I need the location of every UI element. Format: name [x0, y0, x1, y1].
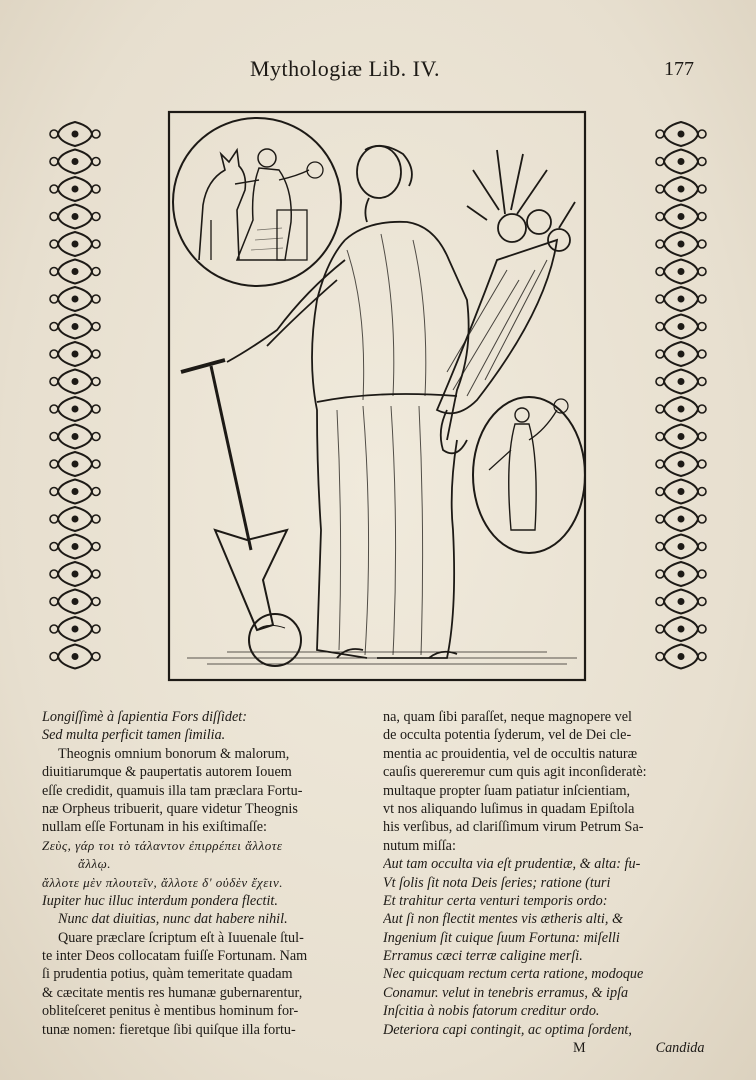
- text-line: nutum miſſa:: [383, 837, 456, 854]
- ornament-curl: [50, 543, 58, 551]
- ornament-curl: [656, 130, 664, 138]
- ornament-dot: [678, 323, 685, 330]
- ornament-dot: [72, 213, 79, 220]
- ornament-curl: [656, 543, 664, 551]
- text-line: multaque propter ſuam patiatur inſcientiam,: [383, 782, 631, 799]
- ornament-curl: [92, 515, 100, 523]
- text-line: vt nos aliquando luſimus in quadam Epiſtola: [383, 800, 635, 817]
- ornament-curl: [50, 625, 58, 633]
- ornament-curl: [50, 268, 58, 276]
- text-line: Longiſſimè à ſapientia Fors diſſidet:: [42, 709, 247, 725]
- ornament-dot: [72, 433, 79, 440]
- signature-mark: M: [573, 1040, 586, 1057]
- ornament-dot: [72, 626, 79, 633]
- text-line: ſi prudentia potius, quàm temeritate quadam: [42, 966, 293, 983]
- ornament-dot: [72, 488, 79, 495]
- ornament-curl: [92, 295, 100, 303]
- ornament-dot: [678, 406, 685, 413]
- text-line: Vt ſolis ſit nota Deis ſeries; ratione (turi: [383, 874, 611, 891]
- ornament-curl: [698, 158, 706, 166]
- text-line: his verſibus, ad clariſſimum virum Petrum Sa-: [383, 819, 644, 836]
- ornament-curl: [92, 158, 100, 166]
- ornament-curl: [50, 240, 58, 248]
- text-line: Deteriora capi contingit, ac optima ſordent,: [383, 1021, 632, 1038]
- ornament-curl: [698, 405, 706, 413]
- ornament-curl: [50, 460, 58, 468]
- text-line: Erramus cæci terræ caligine merſi.: [383, 948, 583, 965]
- ornament-dot: [72, 461, 79, 468]
- ornament-curl: [656, 598, 664, 606]
- ornament-curl: [50, 158, 58, 166]
- ornament-curl: [50, 433, 58, 441]
- ornament-curl: [698, 543, 706, 551]
- ornament-curl: [92, 653, 100, 661]
- ornament-curl: [656, 515, 664, 523]
- spade: [181, 360, 301, 666]
- text-line: Inſcitia à nobis fatorum creditur ordo.: [383, 1003, 600, 1020]
- text-line: Iupiter huc illuc interdum pondera flectit.: [42, 892, 278, 909]
- ornament-curl: [656, 378, 664, 386]
- ornament-dot: [72, 516, 79, 523]
- ornament-dot: [678, 351, 685, 358]
- ornament-curl: [656, 213, 664, 221]
- ornament-curl: [698, 433, 706, 441]
- ornament-curl: [698, 130, 706, 138]
- ornament-curl: [50, 350, 58, 358]
- text-column-left: [42, 708, 364, 1039]
- ornament-curl: [698, 350, 706, 358]
- ornament-dot: [678, 296, 685, 303]
- ornament-dot: [678, 653, 685, 660]
- text-line: Ingenium ſit cuique ſuum Fortuna: miſelli: [383, 929, 620, 946]
- ornament-dot: [678, 488, 685, 495]
- ornament-dot: [678, 461, 685, 468]
- text-line: ἄλλοτε μὲν πλουτεῖν, ἄλλοτε δ' οὐδὲν ἔχειν.: [42, 874, 283, 890]
- text-line: Theognis omnium bonorum & malorum,: [58, 745, 290, 762]
- text-line: næ Orpheus tribuerit, quare videtur Theognis: [42, 800, 298, 817]
- ornament-dot: [72, 323, 79, 330]
- fortuna-woodcut-illustration: [167, 110, 587, 682]
- text-line: mentia ac prouidentia, vel de occultis naturæ: [383, 745, 638, 762]
- ornament-curl: [656, 653, 664, 661]
- text-line: Et trahitur certa venturi temporis ordo:: [383, 892, 608, 909]
- text-line: Aut ſi non flectit mentes vis ætheris alti, &: [383, 911, 623, 928]
- ornament-dot: [72, 571, 79, 578]
- ornament-curl: [92, 213, 100, 221]
- ornament-curl: [92, 598, 100, 606]
- ornament-curl: [698, 240, 706, 248]
- ornament-curl: [92, 543, 100, 551]
- ornament-curl: [698, 488, 706, 496]
- ornament-dot: [72, 543, 79, 550]
- ornament-curl: [698, 653, 706, 661]
- ornament-curl: [698, 625, 706, 633]
- ornament-curl: [656, 350, 664, 358]
- left-ornament-border: [46, 120, 104, 680]
- ornament-curl: [50, 570, 58, 578]
- ornament-curl: [656, 570, 664, 578]
- ornament-curl: [50, 213, 58, 221]
- ornament-dot: [678, 241, 685, 248]
- ornament-curl: [698, 268, 706, 276]
- ornament-curl: [50, 295, 58, 303]
- ornament-dot: [678, 158, 685, 165]
- ornament-curl: [92, 433, 100, 441]
- medallion-upper-left: [173, 118, 341, 286]
- ornament-curl: [50, 185, 58, 193]
- text-line: Conamur. velut in tenebris erramus, & ipſa: [383, 984, 629, 1001]
- ornament-curl: [698, 570, 706, 578]
- text-line: te inter Deos collocatam fuiſſe Fortunam. Nam: [42, 948, 308, 965]
- ornament-curl: [50, 378, 58, 386]
- ornament-curl: [656, 460, 664, 468]
- ornament-curl: [92, 378, 100, 386]
- ornament-curl: [50, 323, 58, 331]
- text-line: & cæcitate mentis res humanæ gubernarentur,: [42, 984, 303, 1001]
- ornament-curl: [656, 433, 664, 441]
- catchword-line: [383, 1039, 713, 1057]
- text-line: nullam eſſe Fortunam in his exiſtimaſſe:: [42, 819, 267, 836]
- ornament-curl: [656, 405, 664, 413]
- ornament-dot: [72, 158, 79, 165]
- ornament-dot: [72, 653, 79, 660]
- ornament-dot: [678, 131, 685, 138]
- ornament-curl: [698, 378, 706, 386]
- ornament-curl: [92, 570, 100, 578]
- ornament-dot: [678, 186, 685, 193]
- ornament-curl: [656, 488, 664, 496]
- ornament-curl: [50, 515, 58, 523]
- ornament-curl: [50, 488, 58, 496]
- ornament-curl: [698, 323, 706, 331]
- ornament-dot: [678, 543, 685, 550]
- ornament-dot: [678, 268, 685, 275]
- ornament-curl: [656, 185, 664, 193]
- ornament-curl: [92, 625, 100, 633]
- ornament-curl: [92, 350, 100, 358]
- ornament-curl: [50, 405, 58, 413]
- ornament-curl: [92, 130, 100, 138]
- ornament-dot: [72, 296, 79, 303]
- ornament-curl: [92, 323, 100, 331]
- medallion-lower-right: [473, 397, 585, 553]
- text-column-right: [383, 708, 713, 1057]
- ornament-curl: [92, 185, 100, 193]
- ornament-curl: [698, 213, 706, 221]
- ornament-dot: [678, 571, 685, 578]
- text-line: Nec quicquam rectum certa ratione, modoque: [383, 966, 644, 983]
- right-ornament-border: [652, 120, 710, 680]
- ornament-dot: [72, 378, 79, 385]
- ornament-dot: [72, 241, 79, 248]
- text-line: tunæ nomen: fieretque ſibi quiſque illa fortu-: [42, 1021, 296, 1038]
- ornament-curl: [92, 268, 100, 276]
- ornament-curl: [656, 268, 664, 276]
- running-head: Mythologiæ Lib. IV.: [250, 56, 441, 81]
- ornament-curl: [656, 625, 664, 633]
- ornament-curl: [50, 653, 58, 661]
- catchword: Candida: [655, 1040, 705, 1057]
- ornament-dot: [678, 433, 685, 440]
- text-line: Aut tam occulta via eſt prudentiæ, & alta: fu-: [383, 856, 641, 873]
- ornament-curl: [698, 515, 706, 523]
- ornament-curl: [50, 598, 58, 606]
- ornament-dot: [678, 598, 685, 605]
- ornament-curl: [92, 488, 100, 496]
- ornament-curl: [656, 295, 664, 303]
- ornament-dot: [72, 351, 79, 358]
- ornament-curl: [698, 598, 706, 606]
- ornament-dot: [72, 131, 79, 138]
- ornament-dot: [72, 406, 79, 413]
- ornament-curl: [92, 405, 100, 413]
- text-line: Sed multa perficit tamen ſimilia.: [42, 727, 226, 744]
- text-line: de occulta potentia ſyderum, vel de Dei cle-: [383, 727, 632, 744]
- ornament-curl: [698, 185, 706, 193]
- ornament-dot: [678, 378, 685, 385]
- text-line: eſſe credidit, quamuis illa tam præclara Fortu-: [42, 782, 303, 799]
- ornament-curl: [656, 323, 664, 331]
- text-line: cauſis quereremur cum quis agit inconſideratè:: [383, 764, 647, 781]
- text-line: Quare præclare ſcriptum eſt à Iuuenale ſtul-: [58, 929, 304, 946]
- ornament-curl: [656, 240, 664, 248]
- text-line: obliteſceret penitus è mentibus hominum for-: [42, 1003, 299, 1020]
- ornament-curl: [656, 158, 664, 166]
- text-line: na, quam ſibi paraſſet, neque magnopere vel: [383, 709, 632, 725]
- ornament-dot: [72, 186, 79, 193]
- ornament-dot: [72, 598, 79, 605]
- text-line: Ζεὺς, γάρ τοι τὸ τάλαντον ἐπιρρέπει ἄλλοτε: [42, 837, 283, 853]
- ornament-curl: [698, 460, 706, 468]
- page-number: 177: [664, 58, 694, 80]
- ornament-dot: [678, 213, 685, 220]
- ornament-dot: [72, 268, 79, 275]
- ornament-dot: [678, 516, 685, 523]
- ornament-curl: [698, 295, 706, 303]
- text-line: diuitiarumque & paupertatis autorem Iouem: [42, 764, 292, 781]
- text-line: ἄλλῳ.: [78, 856, 112, 872]
- ornament-curl: [92, 240, 100, 248]
- text-line: Nunc dat diuitias, nunc dat habere nihil.: [58, 911, 288, 928]
- ornament-curl: [50, 130, 58, 138]
- ornament-curl: [92, 460, 100, 468]
- ornament-dot: [678, 626, 685, 633]
